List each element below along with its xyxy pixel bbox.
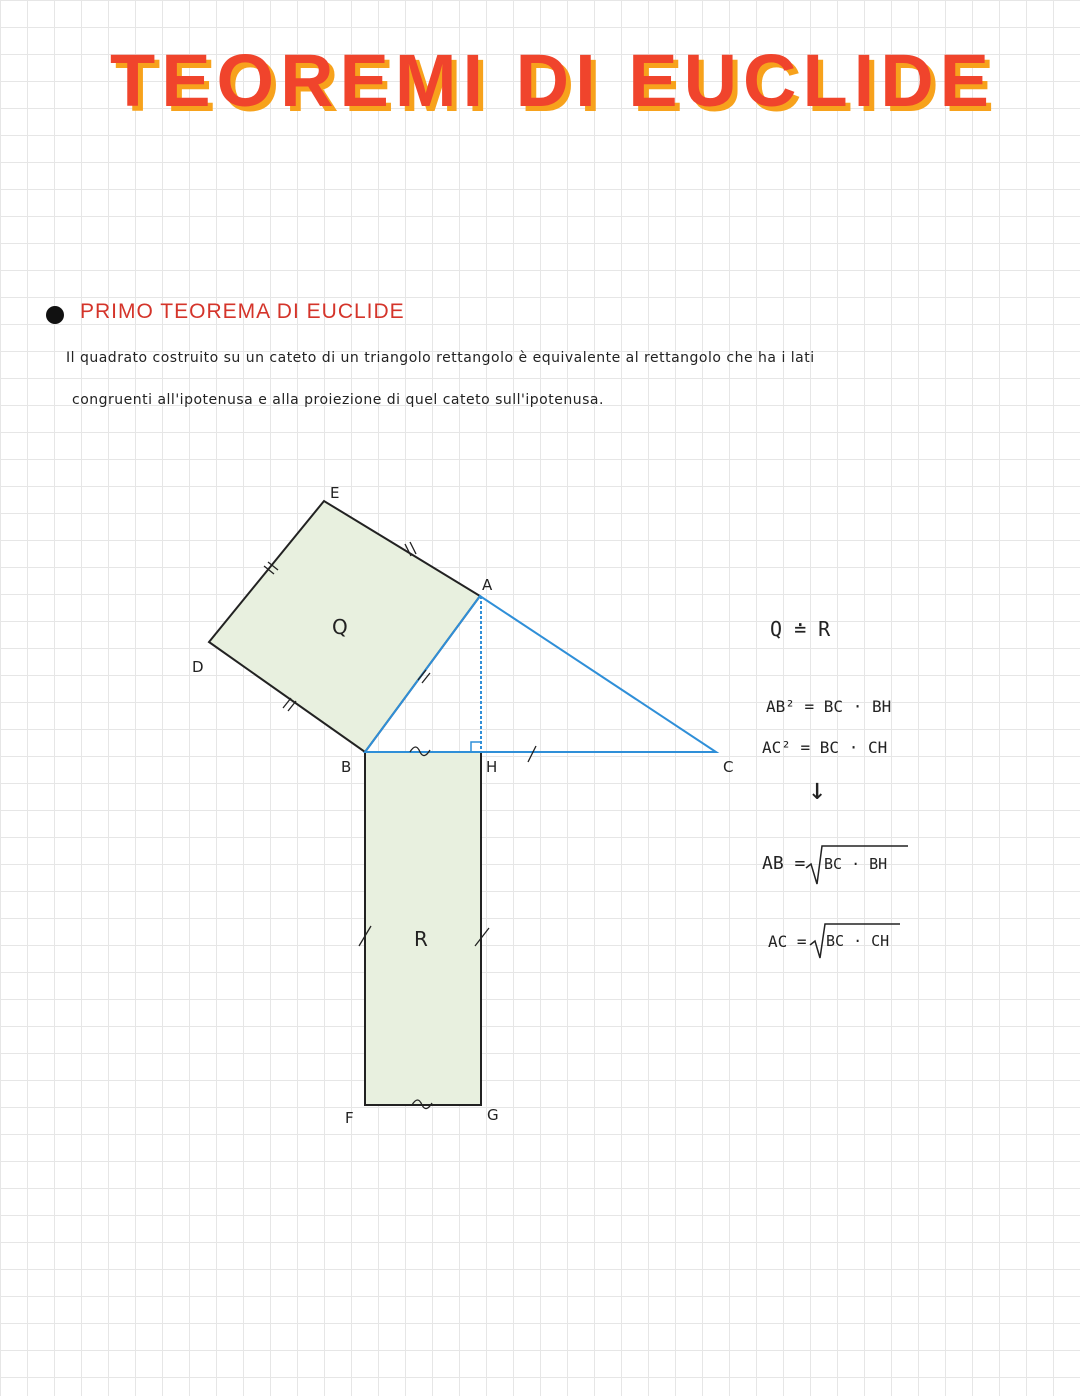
vertex-label-h: H xyxy=(486,758,498,776)
right-angle-marker xyxy=(471,742,481,752)
vertex-label-b: B xyxy=(341,758,352,776)
vertex-label-a: A xyxy=(482,576,493,594)
region-label-q: Q xyxy=(332,615,348,639)
formula-ac-prefix: AC = xyxy=(768,932,807,951)
arrow-down-icon: ↓ xyxy=(808,772,827,807)
vertex-label-g: G xyxy=(487,1106,499,1124)
region-label-r: R xyxy=(414,927,428,951)
formula-ab-squared: AB² = BC · BH xyxy=(766,697,892,716)
formula-ac-squared: AC² = BC · CH xyxy=(762,738,888,757)
equivalence-formula: Q ≐ R xyxy=(770,617,831,641)
vertex-label-f: F xyxy=(345,1109,354,1127)
vertex-label-d: D xyxy=(192,658,204,676)
section-title: PRIMO TEOREMA DI EUCLIDE xyxy=(80,300,405,323)
vertex-label-e: E xyxy=(330,484,340,502)
formula-ab-radicand: BC · BH xyxy=(824,855,888,873)
formula-ac-radicand: BC · CH xyxy=(826,932,890,950)
page-title: TEOREMI DI EUCLIDE xyxy=(110,39,996,122)
theorem-statement-line-2: congruenti all'ipotenusa e alla proiezione di quel cateto sull'ipotenusa. xyxy=(72,392,604,408)
theorem-statement-line-1: Il quadrato costruito su un cateto di un triangolo rettangolo è equivalente al rettangolo che ha i lati xyxy=(66,350,815,366)
formula-ab-prefix: AB = xyxy=(762,853,806,874)
vertex-label-c: C xyxy=(723,758,734,776)
